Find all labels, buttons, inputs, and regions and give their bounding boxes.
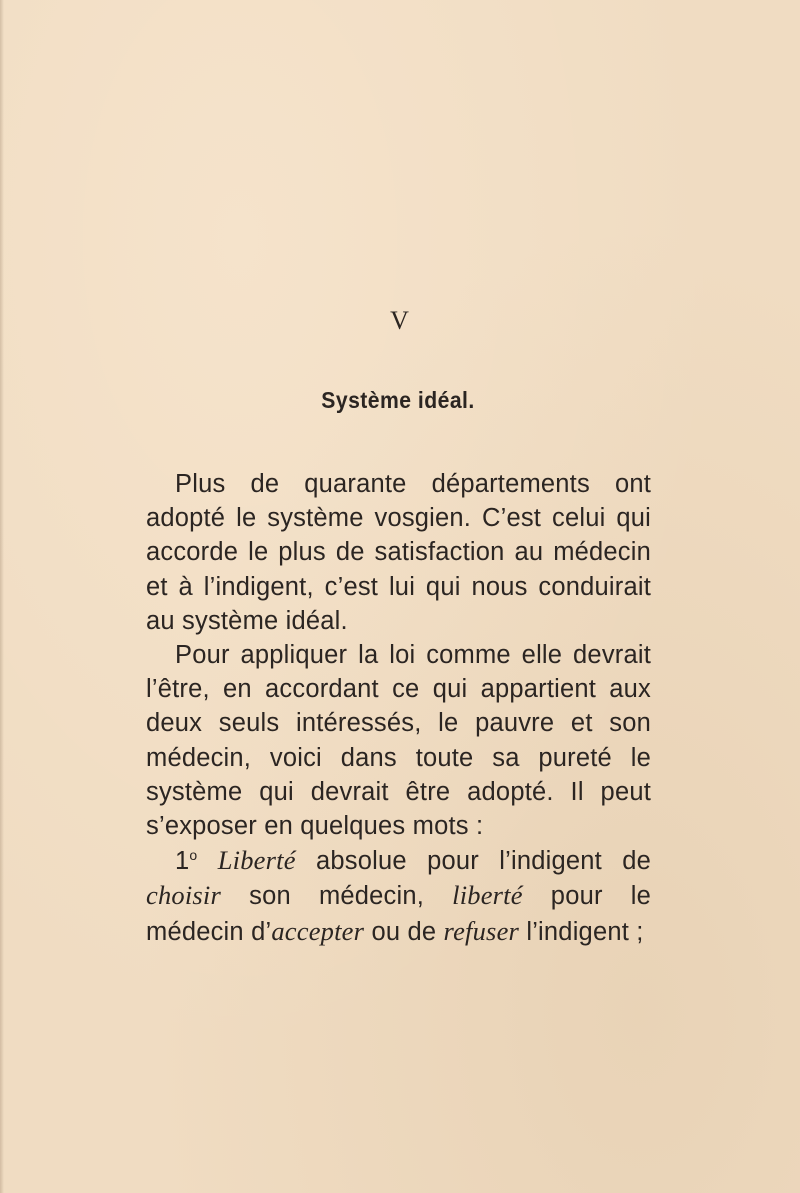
ordinal-mark: o (189, 847, 198, 864)
body-text (146, 467, 651, 949)
italic-word-liberte: Liberté (217, 845, 296, 876)
text-segment: pour le médecin d’ (146, 882, 652, 946)
italic-word-refuser: refuser (443, 915, 520, 946)
text-segment: l’indigent ; (519, 917, 644, 946)
chapter-numeral: V (390, 306, 410, 335)
paragraph-3 (146, 843, 651, 949)
page-edge-shadow (0, 0, 4, 1193)
italic-word-liberte-2: liberté (452, 880, 523, 911)
italic-word-choisir: choisir (146, 880, 222, 911)
paragraph-2: Pour appliquer la loi comme elle devrait l’être, en accordant ce qui appartient aux deux seuls intéressés, le pauvre et son médecin, voici dans toute sa pureté le système qui devrait être adopté. Il peut s’exposer en quelques mots : (146, 641, 651, 841)
chapter-title: Système idéal. (321, 387, 475, 413)
text-segment: son médecin, (221, 882, 453, 911)
text-segment: ou de (364, 917, 444, 946)
paragraph-1: Plus de quarante départements ont adopté le système vosgien. C’est celui qui accorde le plus de satisfaction au médecin et à l’indigent, c’est lui qui nous conduirait au système idéal. (146, 470, 651, 635)
list-number: 1 (175, 847, 190, 876)
text-segment: absolue pour l’indigent de (295, 847, 651, 876)
italic-word-accepter: accepter (271, 915, 365, 946)
